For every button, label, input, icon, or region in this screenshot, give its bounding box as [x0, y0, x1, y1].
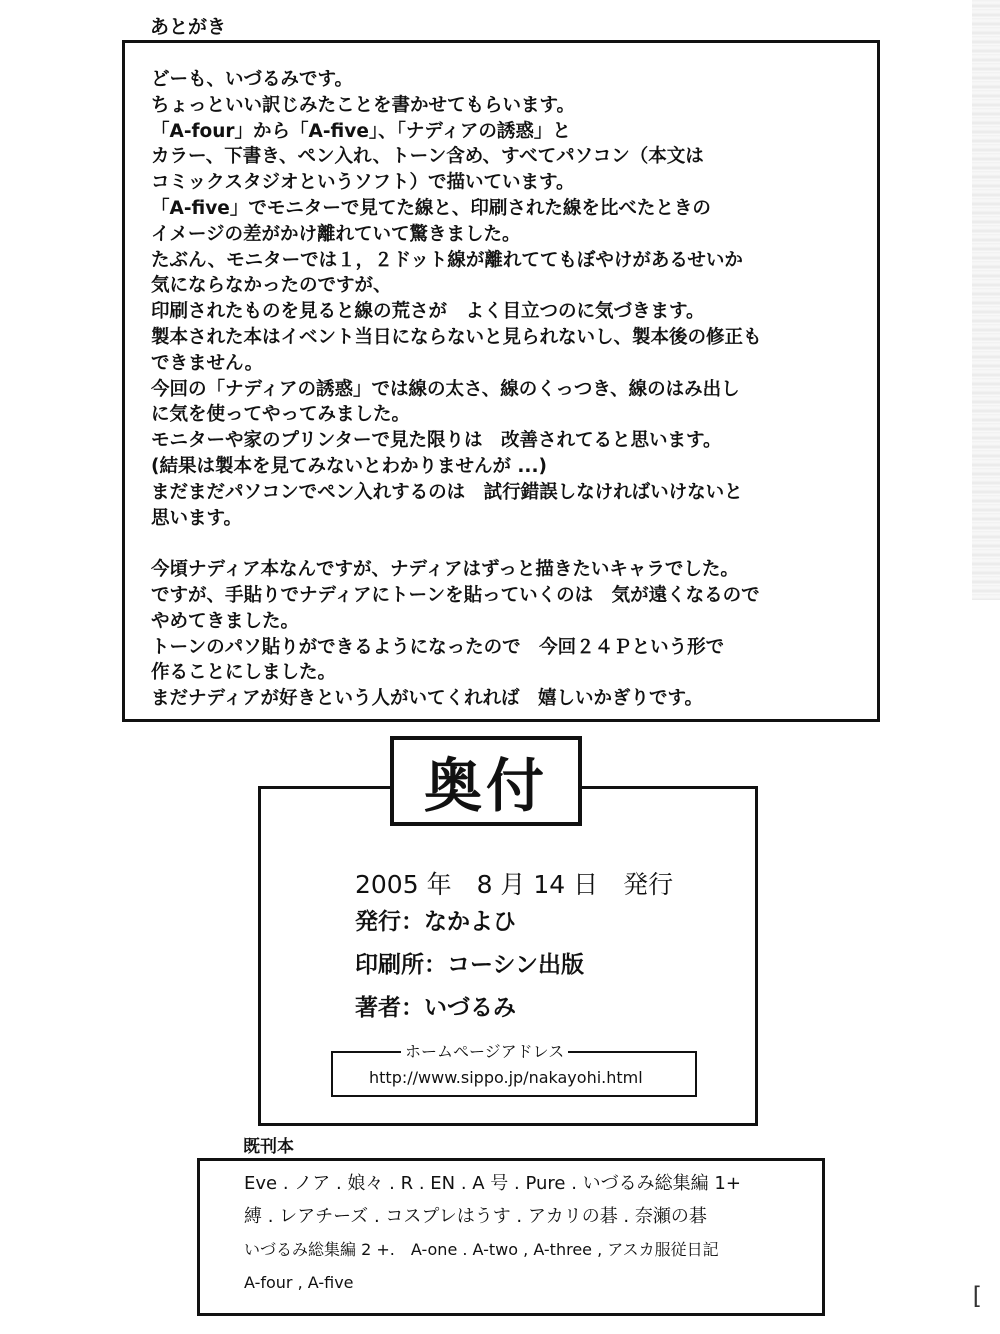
printer: 印刷所：コーシン出版 — [355, 952, 584, 978]
afterword-line: 「A-four」から「A-five」、「ナディアの誘惑」と — [151, 120, 571, 142]
afterword-line: イメージの差がかけ離れていて驚きました。 — [151, 223, 521, 245]
afterword-line: ちょっといい訳じみたことを書かせてもらいます。 — [151, 94, 576, 116]
homepage-url: http://www.sippo.jp/nakayohi.html — [369, 1068, 643, 1087]
published-works-heading: 既刊本 — [243, 1137, 294, 1157]
afterword-line: に気を使ってやってみました。 — [151, 404, 411, 426]
published-works-line: いづるみ総集編 2 +. A-one . A-two , A-three , アスカ服従日記 — [244, 1240, 719, 1259]
margin-bracket-mark: [ — [972, 1282, 982, 1310]
afterword-line: ですが、手貼りでナディアにトーンを貼っていくのは 気が遠くなるので — [151, 584, 760, 606]
afterword-line: (結果は製本を見てみないとわかりませんが ...) — [151, 455, 547, 477]
published-works-line: A-four , A-five — [244, 1273, 354, 1292]
published-works-line: 縛 . レアチーズ . コスプレはうす . アカリの碁 . 奈瀬の碁 — [244, 1206, 707, 1227]
afterword-line: まだまだパソコンでペン入れするのは 試行錯誤しなければいけないと — [151, 481, 743, 503]
afterword-line: やめてきました。 — [151, 610, 300, 632]
author: 著者：いづるみ — [355, 995, 516, 1021]
afterword-line: カラー、下書き、ペン入れ、トーン含め、すべてパソコン（本文は — [151, 146, 704, 168]
afterword-line: たぶん、モニターでは１，２ドット線が離れててもぼやけがあるせいか — [151, 249, 743, 271]
afterword-line: 「A-five」でモニターで見てた線と、印刷された線を比べたときの — [151, 197, 711, 219]
afterword-line: 今回の「ナディアの誘惑」では線の太さ、線のくっつき、線のはみ出し — [151, 378, 740, 400]
published-works-box — [197, 1158, 825, 1316]
afterword-line: 作ることにしました。 — [151, 662, 337, 684]
afterword-line: 思います。 — [151, 507, 243, 529]
afterword-blank-line — [151, 531, 871, 557]
afterword-line: まだナディアが好きという人がいてくれれば 嬉しいかぎりです。 — [151, 688, 704, 710]
afterword-line: コミックスタジオというソフト）で描いています。 — [151, 172, 575, 194]
colophon-box — [258, 786, 758, 1126]
page-edge-texture — [972, 0, 1000, 600]
afterword-line: 印刷されたものを見ると線の荒さが よく目立つのに気づきます。 — [151, 301, 705, 323]
published-works-list — [244, 1167, 741, 1299]
afterword-heading: あとがき — [150, 16, 227, 38]
homepage-label: ホームページアドレス — [401, 1039, 568, 1062]
afterword-line: モニターや家のプリンターで見た限りは 改善されてると思います。 — [151, 430, 722, 452]
afterword-line: 製本された本はイベント当日にならないと見られないし、製本後の修正も — [151, 326, 762, 348]
afterword-line: トーンのパソ貼りができるようになったので 今回２４Ｐという形で — [151, 636, 725, 658]
afterword-line: 気にならなかったのですが、 — [151, 275, 392, 297]
afterword-line: 今頃ナディア本なんですが、ナディアはずっと描きたいキャラでした。 — [151, 559, 739, 581]
colophon-title: 奥付 — [390, 736, 582, 826]
homepage-box — [331, 1042, 697, 1097]
publisher: 発行：なかよひ — [355, 909, 516, 935]
afterword-line: どーも、いづるみです。 — [151, 69, 354, 90]
afterword-text — [151, 67, 871, 712]
publication-date: 2005 年 8 月 14 日 発行 — [355, 870, 674, 899]
published-works-line: Eve . ノア . 娘々 . R . EN . A 号 . Pure . いづるみ総集編 1+ — [244, 1173, 741, 1194]
afterword-line: できません。 — [151, 352, 264, 374]
afterword-box — [122, 40, 880, 722]
